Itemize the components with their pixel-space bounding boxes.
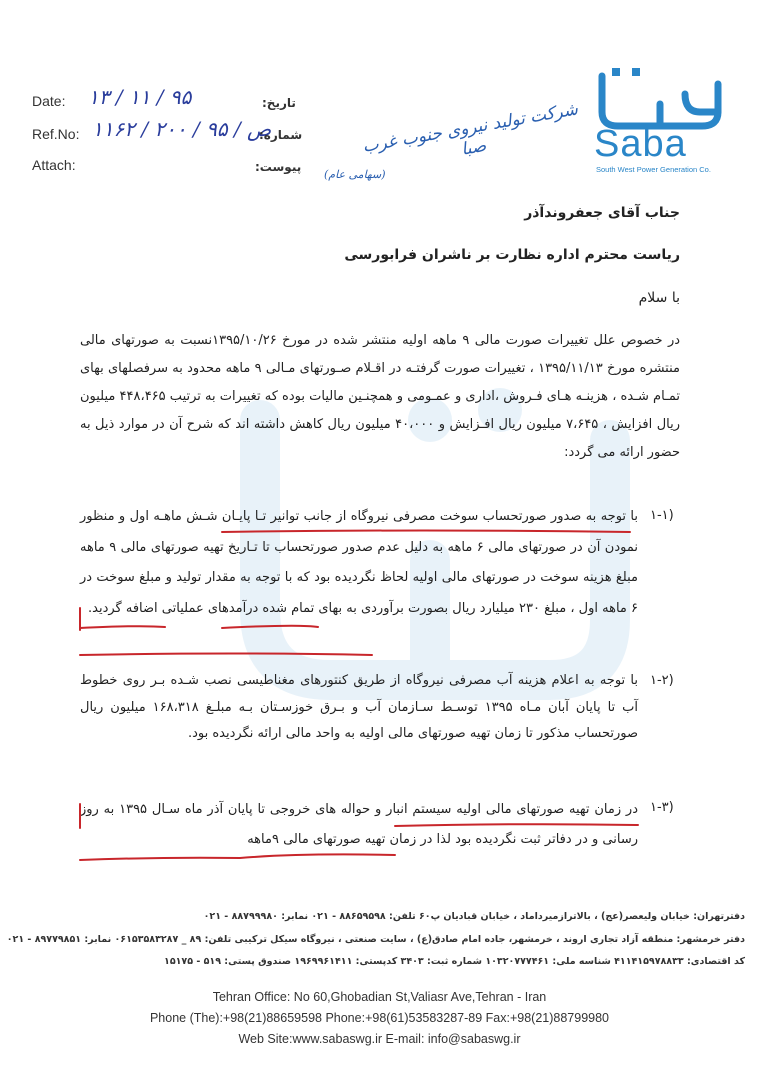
- recipient-title: ریاست محترم اداره نظارت بر ناشران فرابورسی: [344, 247, 680, 263]
- company-type: (سهامی عام): [324, 168, 386, 181]
- footer-tehran-fa: دفترتهران: خیابان ولیعصر(عج) ، بالاترازمیرداماد ، خیابان قبادیان پ۶۰ تلفن: ۸۸۶۵۹۵۹۸ - ۰۲۱ نمابر: ۸۸۷۹۹۹۸۰ - ۰۲۱: [203, 911, 745, 922]
- attach-label-en: Attach:: [32, 157, 76, 173]
- company-name: شرکت تولید نیروی جنوب غرب صبا: [361, 99, 580, 160]
- date-value: ۹۵ / ۱۱ / ۱۳: [88, 85, 192, 109]
- ref-value: ص / ۹۵ / ۲۰۰ / ۱۱۶۲: [92, 117, 272, 141]
- item-2-text: با توجه به اعلام هزینه آب مصرفی نیروگاه از طریق کنتورهای مغناطیسی نصب شـده بـر روی خطوط آب تا پایان آبان مـاه ۱۳۹۵ توسـط سـازمان آب و بـرق خوزسـتان بـه مبلـغ ۱۶۸،۳۱۸ میلیون ریال صورتحساب مذکور تا زمان تهیه صورتهای مالی اولیه به واحد مالی ارائه نگردیده بود.: [80, 673, 638, 741]
- footer-phone: Phone (The):+98(21)88659598 Phone:+98(61)53583287-89 Fax:+98(21)88799980: [149, 1011, 610, 1025]
- item-3-text: در زمان تهیه صورتهای مالی اولیه سیستم انبار و حواله های خروجی تا پایان آذر ماه سـال ۱۳۹۵ به روز رسانی و در دفاتر ثبت نگردیده بود لذا در زمان تهیه صورتهای مالی ۹ماهه: [80, 802, 639, 847]
- date-label-en: Date:: [32, 93, 66, 109]
- footer-ids-fa: کد اقتصادی: ۴۱۱۴۱۵۹۷۸۸۳۳ شناسه ملی: ۱۰۳۲۰۷۷۷۴۶۱ شماره ثبت: ۳۴۰۳ کدپستی: ۱۹۶۹۹۶۱۴۱۱ صندوق پستی: ۵۱۹ - ۱۵۱۷۵: [164, 956, 745, 967]
- greeting: با سلام: [638, 290, 680, 306]
- logo-word: Saba: [594, 123, 687, 165]
- item-1-number: ۱-۱): [650, 508, 674, 523]
- recipient-name: جناب آقای جعفروندآذر: [524, 205, 680, 221]
- underline-6: [395, 824, 638, 826]
- footer-tehran-office: Tehran Office: No 60,Ghobadian St,Valiasr Ave,Tehran - Iran: [212, 990, 547, 1004]
- underline-3: [222, 626, 318, 628]
- item-3-number: ۱-۳): [650, 800, 674, 815]
- item-2-number: ۱-۲): [650, 673, 674, 688]
- footer-web: Web Site:www.sabaswg.ir E-mail: info@sabaswg.ir: [238, 1032, 521, 1046]
- ref-label-fa: شماره:: [259, 128, 303, 142]
- logo-subtitle: South West Power Generation Co.: [596, 165, 711, 174]
- ref-label-en: Ref.No:: [32, 126, 80, 142]
- footer-khorramshahr-fa: دفتر خرمشهر: منطقه آزاد تجاری اروند ، خرمشهر، جاده امام صادق(ع) ، سایت صنعتی ، نیروگاه سیکل ترکیبی تلفن: ۸۹ _ ۰۶۱۵۳۵۸۳۲۸۷ نمابر: ۸۹۷۷۹۸۵۱ - ۰۲۱: [6, 934, 745, 945]
- intro-paragraph: در خصوص علل تغییرات صورت مالی ۹ ماهه اولیه منتشر شده در مورخ ۱۳۹۵/۱۰/۲۶نسبت به صورتهای مالی منتشره مورخ ۱۳۹۵/۱۱/۱۳ ، تغییرات صورت گرفتـه در اقـلام صـورتهای مـالی ۹ ماهه محدود به سرفصلهای بهای تمـام شـده ، هزینـه هـای فـروش ،اداری و عمـومی و همچنـین مالیات بوده که تغییرات به ترتیب ۴۴۸،۴۶۵ میلیون ریال افزایش ، ۷،۶۴۵ میلیون ریال افـزایش و ۴۰،۰۰۰ میلیون ریال کاهش داشته اند که شرح آن در موارد ذیل به حضور ارائه می گردد:: [80, 333, 681, 460]
- attach-label-fa: پیوست:: [255, 160, 302, 174]
- underline-2: [80, 626, 165, 628]
- underline-7: [80, 804, 395, 860]
- underline-4: [80, 654, 372, 656]
- date-label-fa: تاریخ:: [262, 96, 296, 110]
- item-1-text: با توجه به صدور صورتحساب سوخت مصرفی نیروگاه از جانب توانیر تـا پایـان شـش ماهـه اول و منظور نمودن آن در صورتهای مالی ۶ ماهه به دلیل عدم صدور صورتحساب تا تـاریخ تهیه صورتهای مالی ۹ ماهه مبلغ هزینه سوخت در صورتهای مالی اولیه لحاظ نگردیده بود که با توجه به مقدار تولید و مبلغ سوخت در ۶ ماهه اول ، مبلغ ۲۳۰ میلیارد ریال بصورت برآوردی به بهای تمام شده درآمدهای عملیاتی اضافه گردید.: [80, 509, 638, 616]
- underline-1: [222, 531, 630, 533]
